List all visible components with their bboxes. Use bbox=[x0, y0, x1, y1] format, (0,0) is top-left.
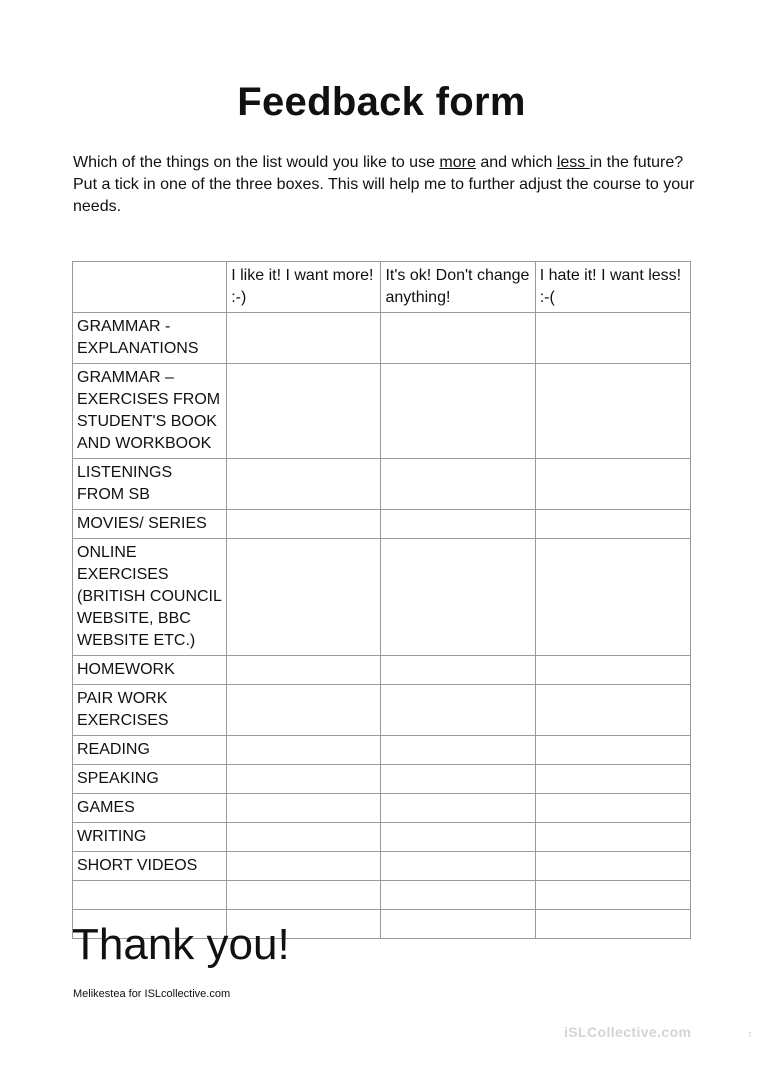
tick-box-ok[interactable] bbox=[381, 459, 535, 510]
tick-box-like[interactable] bbox=[227, 364, 381, 459]
tick-box-ok[interactable] bbox=[381, 539, 535, 656]
table-row bbox=[73, 881, 691, 910]
activity-label: ONLINE EXERCISES (BRITISH COUNCIL WEBSITE, BBC WEBSITE ETC.) bbox=[73, 539, 227, 656]
table-row bbox=[73, 459, 691, 510]
feedback-table bbox=[72, 261, 691, 939]
table-row bbox=[73, 852, 691, 881]
tick-box-hate[interactable] bbox=[535, 656, 690, 685]
table-row bbox=[73, 685, 691, 736]
table-row bbox=[73, 510, 691, 539]
tick-box-hate[interactable] bbox=[535, 539, 690, 656]
header-cell-hate: I hate it! I want less! :-( bbox=[535, 262, 690, 313]
tick-box-ok[interactable] bbox=[381, 765, 535, 794]
tick-box-ok[interactable] bbox=[381, 736, 535, 765]
activity-label: GAMES bbox=[73, 794, 227, 823]
tick-box-hate[interactable] bbox=[535, 510, 690, 539]
underlined-more: more bbox=[439, 154, 476, 171]
activity-label: READING bbox=[73, 736, 227, 765]
activity-label: LISTENINGS FROM SB bbox=[73, 459, 227, 510]
tick-box-like[interactable] bbox=[227, 794, 381, 823]
activity-label: GRAMMAR - EXPLANATIONS bbox=[73, 313, 227, 364]
watermark-logo: iSLCollective.com bbox=[564, 1024, 692, 1040]
tick-box-ok[interactable] bbox=[381, 794, 535, 823]
instruction-text-c: in the future? bbox=[589, 154, 684, 171]
activity-label: SPEAKING bbox=[73, 765, 227, 794]
tick-box-like[interactable] bbox=[227, 539, 381, 656]
instruction-tick: Put a tick in one of the three boxes. This will help me to further adjust the course to your needs. bbox=[73, 176, 695, 215]
tick-box-hate[interactable] bbox=[535, 736, 690, 765]
table-row bbox=[73, 765, 691, 794]
thank-you-text: Thank you! bbox=[72, 920, 290, 969]
table-row bbox=[73, 656, 691, 685]
table-header-row bbox=[73, 262, 691, 313]
activity-label: PAIR WORK EXERCISES bbox=[73, 685, 227, 736]
table-row bbox=[73, 539, 691, 656]
tick-box-like[interactable] bbox=[227, 852, 381, 881]
tick-box-hate[interactable] bbox=[535, 765, 690, 794]
tick-box-hate[interactable] bbox=[535, 685, 690, 736]
tick-box-ok[interactable] bbox=[381, 852, 535, 881]
table-row bbox=[73, 313, 691, 364]
table-row bbox=[73, 794, 691, 823]
activity-label: WRITING bbox=[73, 823, 227, 852]
tick-box-hate[interactable] bbox=[535, 364, 690, 459]
tick-box-hate[interactable] bbox=[535, 794, 690, 823]
tick-box-hate[interactable] bbox=[535, 459, 690, 510]
tick-box-ok[interactable] bbox=[381, 510, 535, 539]
page-title: Feedback form bbox=[237, 80, 526, 124]
tick-box-like[interactable] bbox=[227, 685, 381, 736]
tick-box-ok[interactable] bbox=[381, 313, 535, 364]
table-body bbox=[73, 313, 691, 939]
table-row bbox=[73, 736, 691, 765]
table-row bbox=[73, 823, 691, 852]
tick-box-ok[interactable] bbox=[381, 364, 535, 459]
tick-box-like[interactable] bbox=[227, 656, 381, 685]
credit-line: Melikestea for ISLcollective.com bbox=[73, 988, 231, 1000]
instruction-text-b: and which bbox=[475, 154, 557, 171]
instruction-question bbox=[73, 152, 703, 174]
underlined-less: less bbox=[556, 154, 590, 171]
tick-box-ok[interactable] bbox=[381, 881, 535, 910]
tick-box-like[interactable] bbox=[227, 459, 381, 510]
activity-label: MOVIES/ SERIES bbox=[73, 510, 227, 539]
tick-box-like[interactable] bbox=[227, 313, 381, 364]
activity-label bbox=[73, 881, 227, 910]
tick-box-hate[interactable] bbox=[535, 823, 690, 852]
activity-label: HOMEWORK bbox=[73, 656, 227, 685]
tick-box-hate[interactable] bbox=[535, 852, 690, 881]
header-cell-like: I like it! I want more! :-) bbox=[227, 262, 381, 313]
tick-box-ok[interactable] bbox=[381, 823, 535, 852]
tick-box-hate[interactable] bbox=[535, 313, 690, 364]
tick-box-like[interactable] bbox=[227, 736, 381, 765]
table-row bbox=[73, 364, 691, 459]
instruction-text-a: Which of the things on the list would you like to use bbox=[73, 154, 440, 171]
header-cell-blank bbox=[73, 262, 227, 313]
tick-box-hate[interactable] bbox=[535, 910, 690, 939]
header-cell-ok: It's ok! Don't change anything! bbox=[381, 262, 535, 313]
instructions bbox=[73, 152, 703, 218]
tick-box-ok[interactable] bbox=[381, 685, 535, 736]
corner-dots-icon bbox=[749, 1032, 753, 1036]
tick-box-like[interactable] bbox=[227, 765, 381, 794]
tick-box-like[interactable] bbox=[227, 823, 381, 852]
activity-label: GRAMMAR – EXERCISES FROM STUDENT'S BOOK AND WORKBOOK bbox=[73, 364, 227, 459]
tick-box-hate[interactable] bbox=[535, 881, 690, 910]
tick-box-ok[interactable] bbox=[381, 910, 535, 939]
tick-box-ok[interactable] bbox=[381, 656, 535, 685]
tick-box-like[interactable] bbox=[227, 510, 381, 539]
tick-box-like[interactable] bbox=[227, 881, 381, 910]
activity-label: SHORT VIDEOS bbox=[73, 852, 227, 881]
